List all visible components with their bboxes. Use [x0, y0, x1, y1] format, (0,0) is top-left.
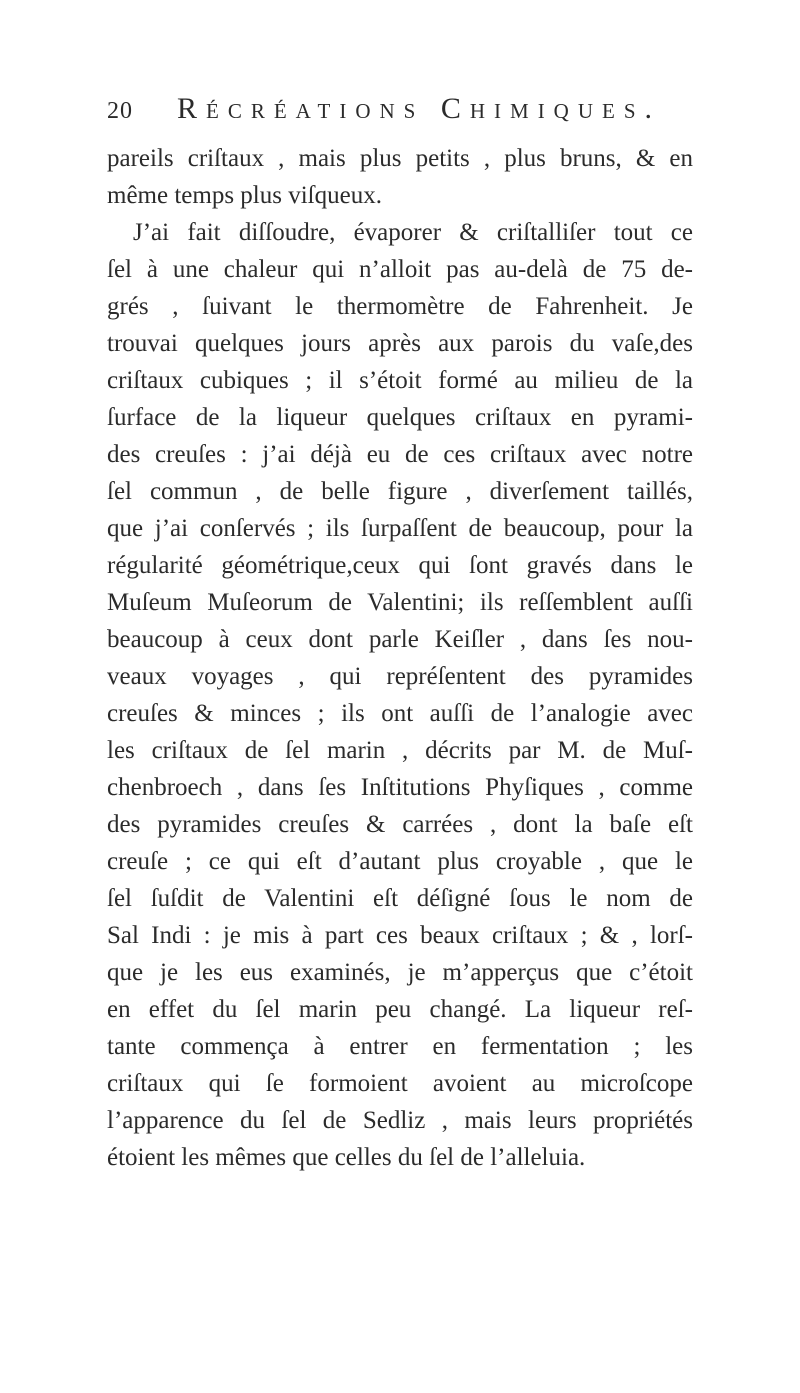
text-line: grés , ſuivant le thermomètre de Fahrenheit. Je: [107, 293, 693, 320]
text-line: tante commença à entrer en fermentation ; les: [107, 1033, 693, 1060]
text-line: trouvai quelques jours après aux parois du vaſe,des: [107, 330, 693, 357]
text-line: beaucoup à ceux dont parle Keiſler , dans ſes nou-: [107, 626, 693, 653]
text-line: Sal Indi : je mis à part ces beaux criſtaux ; & , lorſ-: [107, 922, 693, 949]
page-header: [107, 92, 707, 132]
text-line: régularité géométrique,ceux qui ſont gravés dans le: [107, 552, 693, 579]
text-line: en effet du ſel marin peu changé. La liqueur reſ-: [107, 996, 693, 1023]
text-line: ſel à une chaleur qui n’alloit pas au-delà de 75 de-: [107, 256, 693, 283]
text-line: des creuſes : j’ai déjà eu de ces criſtaux avec notre: [107, 441, 693, 468]
text-line: des pyramides creuſes & carrées , dont la baſe eſt: [107, 811, 693, 838]
text-line: que j’ai conſervés ; ils ſurpaſſent de beaucoup, pour la: [107, 515, 693, 542]
text-line: criſtaux qui ſe formoient avoient au microſcope: [107, 1070, 693, 1097]
text-line: les criſtaux de ſel marin , décrits par M. de Muſ-: [107, 737, 693, 764]
page-number: 20: [107, 98, 133, 124]
text-line: creuſes & minces ; ils ont auſſi de l’analogie avec: [107, 700, 693, 727]
text-line: criſtaux cubiques ; il s’étoit formé au milieu de la: [107, 367, 693, 394]
text-line: que je les eus examinés, je m’apperçus que c’étoit: [107, 959, 693, 986]
running-title: Récréations Chimiques.: [177, 92, 662, 125]
text-line: Muſeum Muſeorum de Valentini; ils reſſemblent auſſi: [107, 589, 693, 616]
text-line: l’apparence du ſel de Sedliz , mais leurs propriétés: [107, 1107, 693, 1134]
text-line: veaux voyages , qui repréſentent des pyramides: [107, 663, 693, 690]
text-line: ſel ſuſdit de Valentini eſt déſigné ſous le nom de: [107, 885, 693, 912]
text-line: même temps plus viſqueux.: [107, 182, 382, 209]
text-line: étoient les mêmes que celles du ſel de l’alleluia.: [107, 1144, 586, 1171]
text-line: pareils criſtaux , mais plus petits , plus bruns, & en: [107, 145, 693, 172]
text-line: chenbroech , dans ſes Inſtitutions Phyſiques , comme: [107, 774, 693, 801]
text-line: ſel commun , de belle figure , diverſement taillés,: [107, 478, 693, 505]
body-text: [107, 140, 693, 1176]
text-line: J’ai fait diſſoudre, évaporer & criſtalliſer tout ce: [133, 219, 693, 246]
text-line: creuſe ; ce qui eſt d’autant plus croyable , que le: [107, 848, 693, 875]
text-line: ſurface de la liqueur quelques criſtaux en pyrami-: [107, 404, 693, 431]
